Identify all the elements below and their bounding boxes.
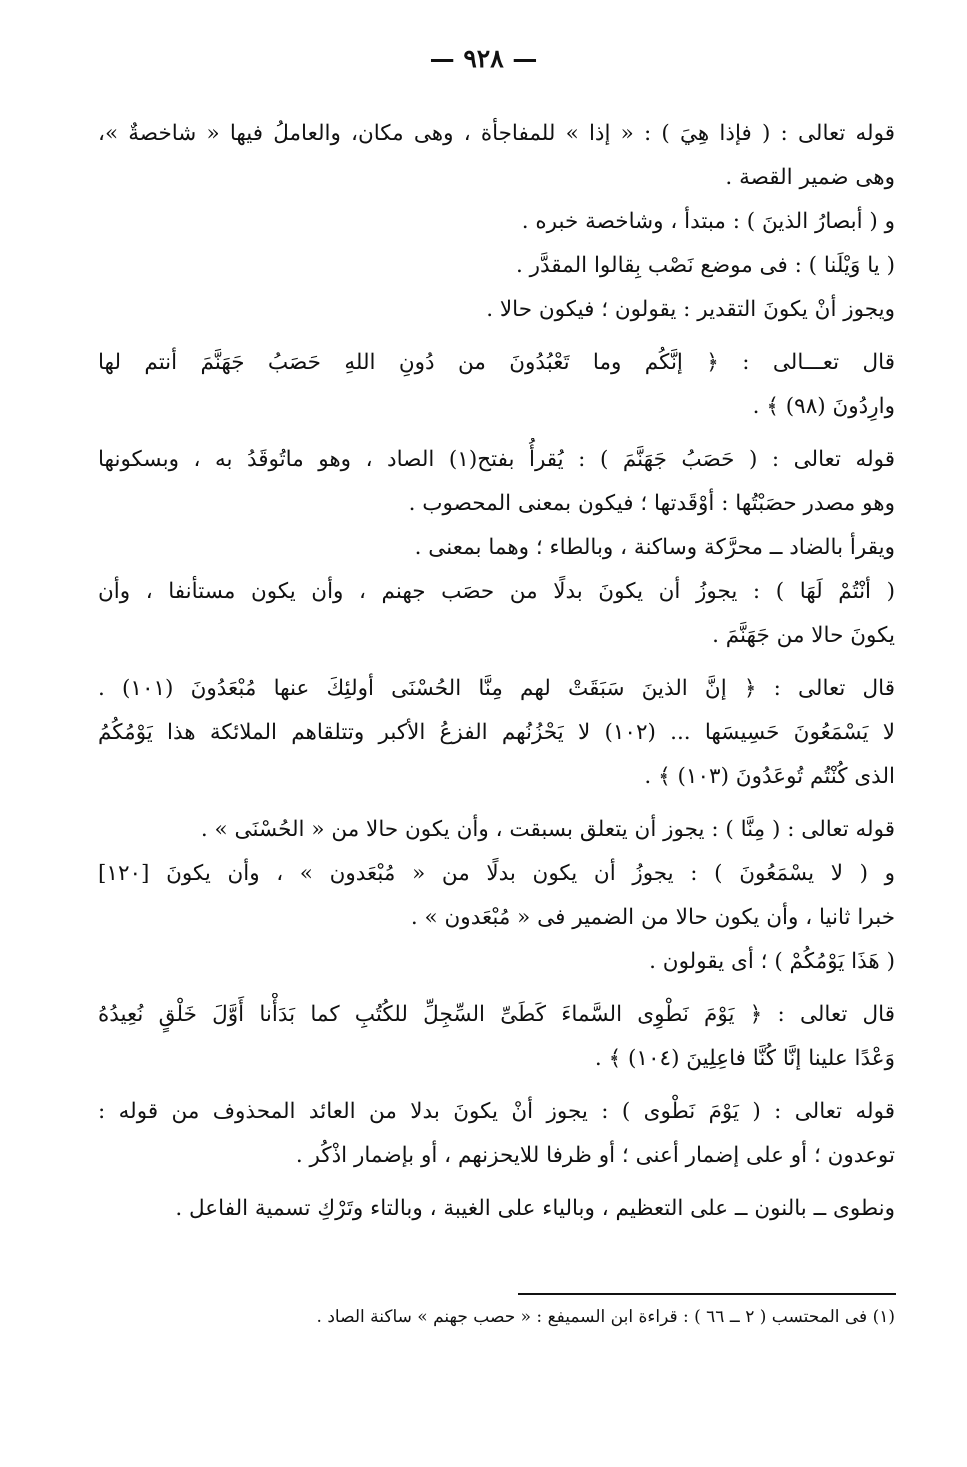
verse-line: وَعْدًا علينا إنَّا كُنَّا فاعِلِينَ (١٠٤) ﴾ . <box>594 1046 895 1071</box>
text-line: ( أنْتُمْ لَهَا ) : يجوزُ أن يكونَ بدلًا من حصَب جهنم ، وأن يكون مستأنفا ، وأن <box>98 579 895 604</box>
text-line: ويقرأ بالضاد ــ محرَّكة وساكنة ، وبالطاء ؛ وهما بمعنى . <box>414 535 895 560</box>
text-line: يكونَ حالا من جَهَنَّمَ . <box>712 623 895 648</box>
text-line: قوله تعالى : ( حَصَبُ جَهَنَّمَ ) : يُقرأُ بفتح(١) الصاد ، وهو ماتُوقَدُ به ، وبسكونها <box>98 447 895 472</box>
text-line: خبرا ثانيا ، وأن يكون حالا من الضمير فى « مُبْعَدون » . <box>410 905 895 930</box>
text-line: ( يا وَيْلَنا ) : فى موضع نَصْب بِقالوا المقدَّر . <box>515 253 895 278</box>
verse-line: لا يَسْمَعُونَ حَسِيسَها ... (١٠٢) لا يَحْزُنُهم الفزعُ الأكبر وتتلقاهم الملائكة هذا يَوْمُكُمُ <box>98 720 895 745</box>
text-line: توعدون ؛ أو على إضمار أعنى ؛ أو ظرفا للايحزنهم ، أو بإضمار اذْكُر . <box>295 1143 895 1168</box>
verse-line: وارِدُونَ (٩٨) ﴾ . <box>752 394 895 419</box>
text-line: وهو مصدر حصَبْتُها : أوْقَدتها ؛ فيكون بمعنى المحصوب . <box>408 491 895 516</box>
verse-line: الذى كُنْتُم تُوعَدُونَ (١٠٣) ﴾ . <box>644 764 895 789</box>
verse-line: قال تعالى : ﴿ يَوْمَ نَطْوِى السَّماءَ كَطَىِّ السِّجِلِّ للكُتُبِ كما بَدَأْنا أَوَّلَ خَلْقٍ نُعِيدُهُ <box>98 1002 895 1027</box>
page-number: — ٩٢٨ — <box>429 44 538 73</box>
text-line: و ( أبصارُ الذينَ ) : مبتدأ ، وشاخصة خبره . <box>521 209 895 234</box>
text-line: قوله تعالى : ( يَوْمَ نَطْوى ) : يجوز أنْ يكونَ بدلا من العائد المحذوف من قوله : <box>98 1099 895 1124</box>
text-line: وهى ضمير القصة . <box>725 165 895 190</box>
text-line: ونطوى ــ بالنون ــ على التعظيم ، وبالياء على الغيبة ، وبالتاء وتَرْكِ تسمية الفاعل . <box>175 1196 895 1221</box>
footnote-divider <box>518 1293 896 1295</box>
text-line: و ( لا يسْمَعُونَ ) : يجوزُ أن يكون بدلًا من « مُبْعَدون » ، وأن يكونَ [١٢٠] <box>98 861 895 886</box>
body-text <box>98 112 895 1292</box>
text-line: ويجوز أنْ يكونَ التقدير : يقولون ؛ فيكون حالا . <box>486 297 895 322</box>
verse-line: قال تعالى : ﴿ إنَّ الذينَ سَبَقَتْ لهم مِنَّا الحُسْنَى أولئِكَ عنها مُبْعَدُونَ (١٠١) . <box>98 676 895 701</box>
text-line: قوله تعالى : ( فإذا هِيَ ) : « إذا » للمفاجأة ، وهى مكان، والعاملُ فيها « شاخصةٌ »، <box>98 121 895 146</box>
text-line: قوله تعالى : ( مِنَّا ) : يجوز أن يتعلق بسبقت ، وأن يكون حالا من « الحُسْنَى » . <box>200 817 895 842</box>
text-line: ( هَذَا يَوْمُكُمْ ) ؛ أى يقولون . <box>649 949 895 974</box>
footnote: (١) فى المحتسب ( ٢ ــ ٦٦ ) : قراءة ابن السميفع : « حصب جهنم » ساكنة الصاد . <box>316 1307 895 1327</box>
verse-line: قال تعـــالى : ﴿ إنَّكُم وما تَعْبُدُونَ من دُونِ اللهِ حَصَبُ جَهَنَّمَ أنتم لها <box>98 350 895 375</box>
